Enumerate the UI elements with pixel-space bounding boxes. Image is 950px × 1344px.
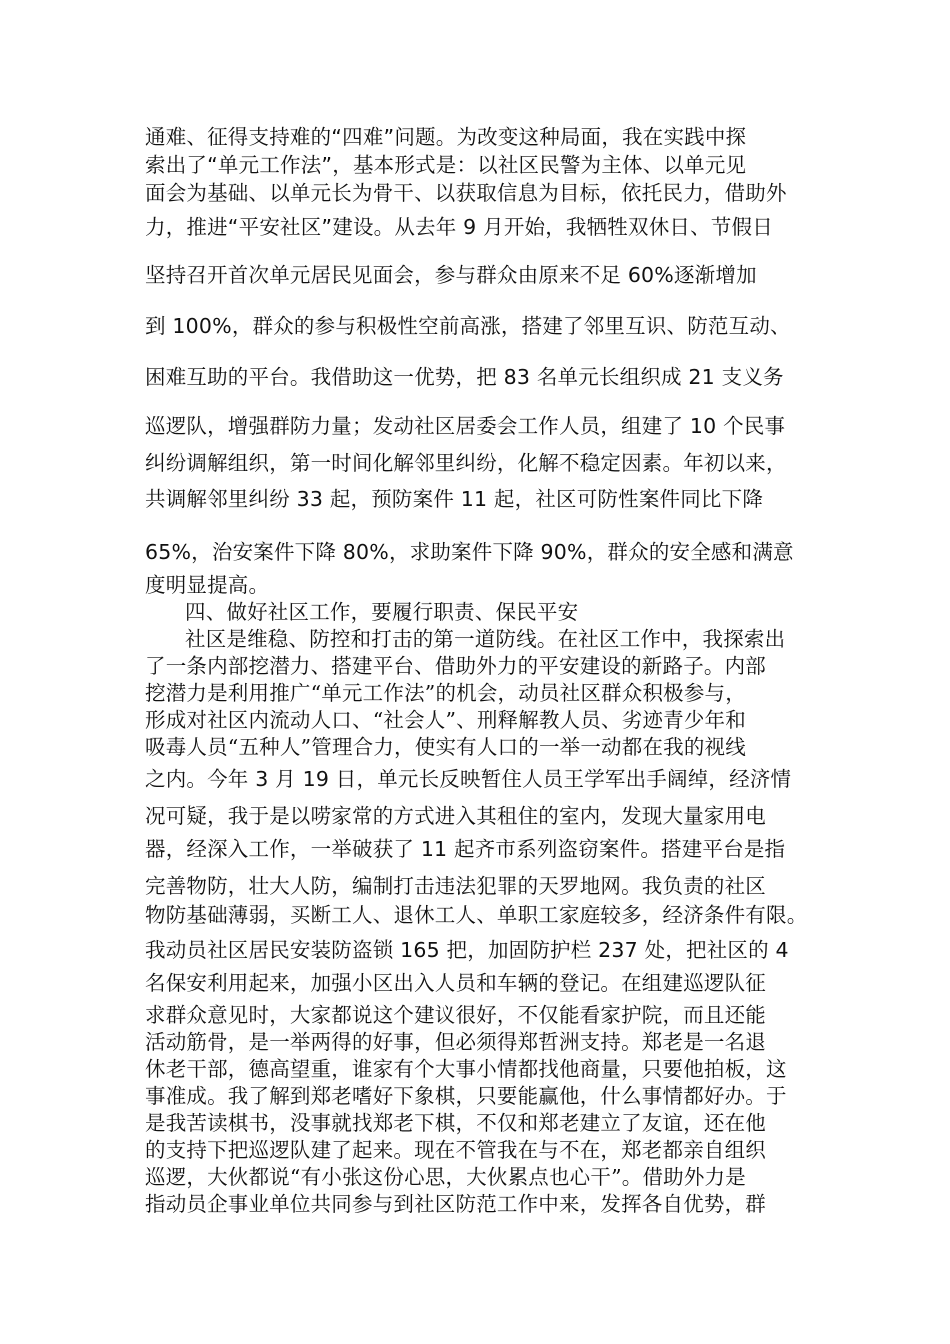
- paragraph-line: 困难互助的平台。我借助这一优势，把 83 名单元长组织成 21 支义务: [145, 365, 784, 389]
- paragraph-line: 通难、征得支持难的“四难”问题。为改变这种局面，我在实践中探: [145, 125, 747, 149]
- paragraph-line: 巡逻队，增强群防力量；发动社区居委会工作人员，组建了 10 个民事: [145, 414, 786, 438]
- paragraph-line: 之内。今年 3 月 19 日，单元长反映暂住人员王学军出手阔绰，经济情: [145, 767, 792, 791]
- paragraph-line: 名保安利用起来，加强小区出入人员和车辆的登记。在组建巡逻队征: [145, 971, 766, 995]
- paragraph-line: 指动员企事业单位共同参与到社区防范工作中来，发挥各自优势，群: [145, 1192, 766, 1216]
- paragraph-line: 面会为基础、以单元长为骨干、以获取信息为目标，依托民力，借助外: [145, 181, 787, 205]
- paragraph-line: 吸毒人员“五种人”管理合力，使实有人口的一举一动都在我的视线: [145, 735, 746, 759]
- paragraph-line: 挖潜力是利用推广“单元工作法”的机会，动员社区群众积极参与，: [145, 681, 746, 705]
- paragraph-line: 休老干部，德高望重，谁家有个大事小情都找他商量，只要他拍板，这: [145, 1057, 787, 1081]
- paragraph-line: 纠纷调解组织，第一时间化解邻里纠纷，化解不稳定因素。年初以来，: [145, 451, 787, 475]
- paragraph-line: 物防基础薄弱，买断工人、退休工人、单职工家庭较多，经济条件有限。: [145, 903, 808, 927]
- paragraph-line: 度明显提高。: [145, 573, 270, 597]
- paragraph-line: 坚持召开首次单元居民见面会，参与群众由原来不足 60%逐渐增加: [145, 263, 757, 287]
- paragraph-line: 事准成。我了解到郑老嗜好下象棋，只要能赢他，什么事情都好办。于: [145, 1084, 787, 1108]
- paragraph-line: 我动员社区居民安装防盗锁 165 把，加固防护栏 237 处，把社区的 4: [145, 938, 789, 962]
- paragraph-line: 的支持下把巡逻队建了起来。现在不管我在与不在，郑老都亲自组织: [145, 1138, 766, 1162]
- paragraph-line: 是我苦读棋书，没事就找郑老下棋，不仅和郑老建立了友谊，还在他: [145, 1111, 766, 1135]
- paragraph-line: 求群众意见时，大家都说这个建议很好，不仅能看家护院，而且还能: [145, 1003, 766, 1027]
- paragraph-line: 完善物防，壮大人防，编制打击违法犯罪的天罗地网。我负责的社区: [145, 874, 766, 898]
- paragraph-line: 共调解邻里纠纷 33 起，预防案件 11 起，社区可防性案件同比下降: [145, 487, 764, 511]
- paragraph-line: 了一条内部挖潜力、搭建平台、借助外力的平安建设的新路子。内部: [145, 654, 766, 678]
- section-heading: 四、做好社区工作，要履行职责、保民平安: [185, 600, 579, 624]
- paragraph-line: 活动筋骨，是一举两得的好事，但必须得郑哲洲支持。郑老是一名退: [145, 1030, 766, 1054]
- paragraph-line: 力，推进“平安社区”建设。从去年 9 月开始，我牺牲双休日、节假日: [145, 215, 773, 239]
- paragraph-line: 形成对社区内流动人口、“社会人”、刑释解教人员、劣迹青少年和: [145, 708, 746, 732]
- paragraph-line: 巡逻，大伙都说“有小张这份心思，大伙累点也心干”。借助外力是: [145, 1165, 746, 1189]
- paragraph-line: 到 100%，群众的参与积极性空前高涨，搭建了邻里互识、防范互动、: [145, 314, 791, 338]
- paragraph-line: 索出了“单元工作法”，基本形式是：以社区民警为主体、以单元见: [145, 153, 747, 177]
- paragraph-line: 况可疑，我于是以唠家常的方式进入其租住的室内，发现大量家用电: [145, 804, 766, 828]
- paragraph-line: 社区是维稳、防控和打击的第一道防线。在社区工作中，我探索出: [185, 627, 786, 651]
- paragraph-line: 器，经深入工作，一举破获了 11 起齐市系列盗窃案件。搭建平台是指: [145, 837, 786, 861]
- paragraph-line: 65%，治安案件下降 80%，求助案件下降 90%，群众的安全感和满意: [145, 540, 794, 564]
